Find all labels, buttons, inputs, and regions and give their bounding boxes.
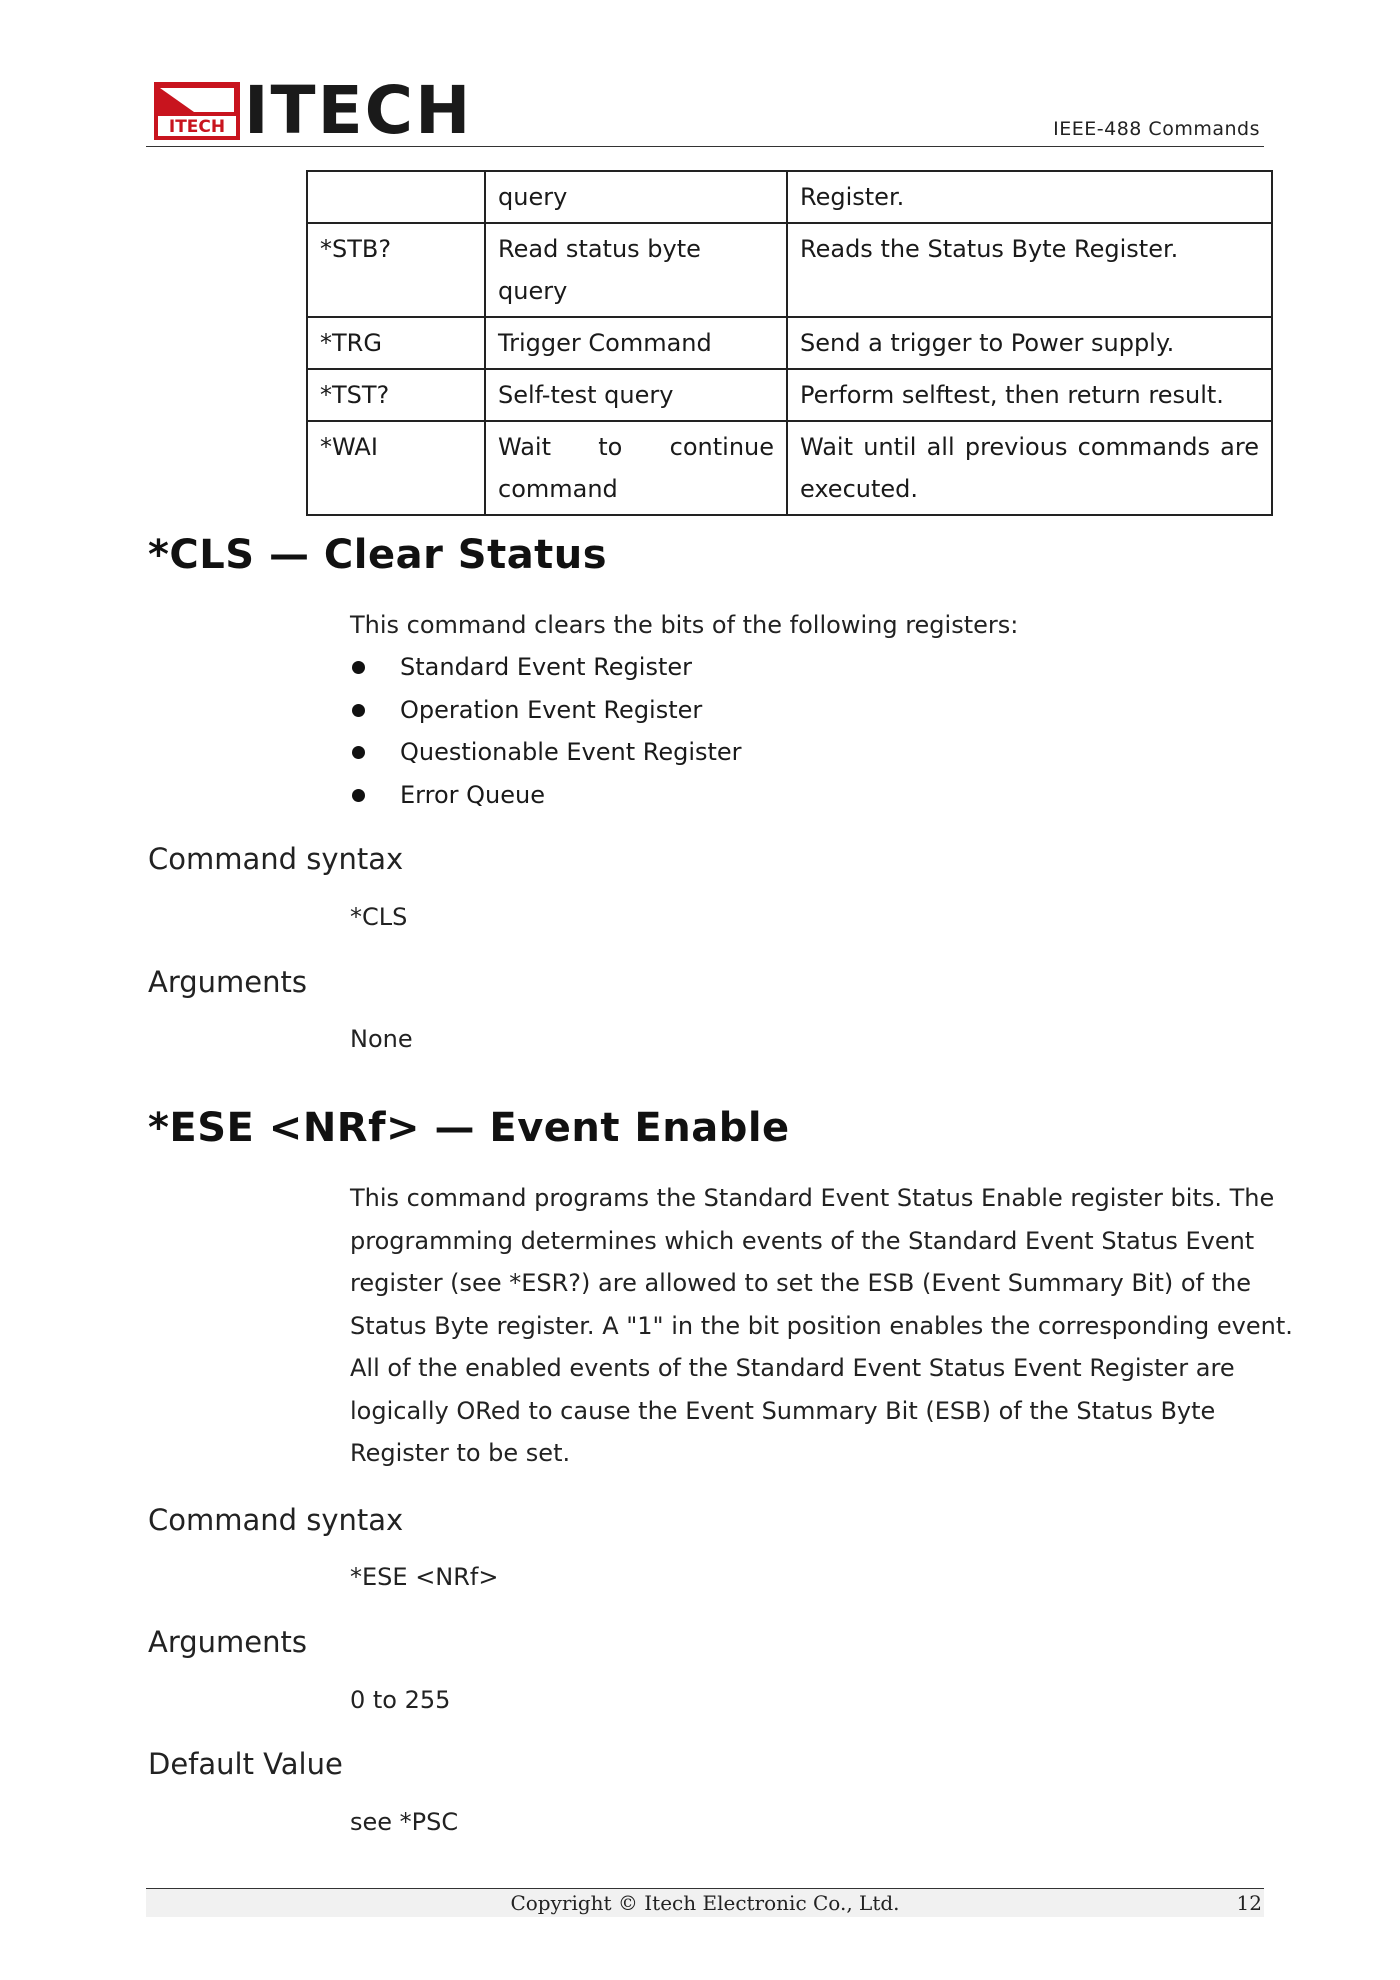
list-item-text: Questionable Event Register [400,738,742,766]
itech-logo-mark-icon [154,82,240,140]
bullet-icon [352,704,365,717]
table-row [307,421,1272,515]
cls-arguments-heading: Arguments [148,965,307,999]
list-item [350,689,742,732]
ese-description-line: Status Byte register. A "1" in the bit position enables the corresponding event. [350,1311,1293,1340]
cls-syntax: *CLS [350,903,408,931]
table-cell-detail: Reads the Status Byte Register. [787,223,1272,317]
ese-default: see *PSC [350,1808,459,1836]
list-item-text: Error Queue [400,780,545,809]
table-row [307,317,1272,369]
cls-register-list [350,646,742,816]
ese-default-heading: Default Value [148,1747,343,1781]
ese-description-line: programming determines which events of the Standard Event Status Event [350,1226,1255,1255]
ese-arguments: 0 to 255 [350,1686,451,1714]
list-item [350,731,742,774]
table-cell-description: query [485,171,787,223]
table-cell-description: Read status byte query [485,223,787,317]
table-cell-command: *TST? [307,369,485,421]
list-item-text: Standard Event Register [400,653,693,681]
ese-description-line: Register to be set. [350,1439,571,1467]
description-line: command [498,475,618,503]
table-row [307,369,1272,421]
table-cell-description [485,421,787,515]
itech-logo [154,72,473,149]
ese-description-line: This command programs the Standard Event Status Enable register bits. The [350,1184,1275,1212]
table-cell-detail: Perform selftest, then return result. [787,369,1272,421]
description-line: Wait to continue [498,433,774,461]
page-header [146,72,1264,149]
table-cell-command [307,171,485,223]
bullet-icon [352,661,365,674]
table-cell-detail [787,421,1272,515]
detail-line: executed. [800,475,919,503]
header-section-title: IEEE-488 Commands [1053,118,1260,140]
logo-wordmark: ITECH [244,72,473,149]
table-cell-detail: Register. [787,171,1272,223]
ese-description-line: All of the enabled events of the Standard Event Status Event Register are [350,1354,1235,1382]
list-item-text: Operation Event Register [400,695,703,724]
copyright-text: Copyright © Itech Electronic Co., Ltd. [510,1891,900,1915]
page-footer [146,1888,1264,1917]
ese-syntax-heading: Command syntax [148,1503,404,1537]
table-row [307,171,1272,223]
table-cell-description: Self-test query [485,369,787,421]
ese-syntax: *ESE <NRf> [350,1563,499,1591]
logo-small-text: ITECH [168,117,226,137]
ese-heading: *ESE <NRf> — Event Enable [148,1105,790,1151]
page-number: 12 [1236,1891,1262,1915]
table-cell-command: *STB? [307,223,485,317]
ese-arguments-heading: Arguments [148,1625,307,1659]
table-cell-detail: Send a trigger to Power supply. [787,317,1272,369]
list-item [350,646,742,689]
table-row [307,223,1272,317]
cls-arguments: None [350,1025,413,1053]
ese-description [350,1177,1293,1475]
bullet-icon [352,789,365,802]
table-cell-command: *WAI [307,421,485,515]
table-cell-command: *TRG [307,317,485,369]
cls-intro: This command clears the bits of the following registers: [350,611,1019,639]
bullet-icon [352,746,365,759]
list-item [350,774,742,817]
cls-syntax-heading: Command syntax [148,842,404,876]
ese-description-line: logically ORed to cause the Event Summary Bit (ESB) of the Status Byte [350,1396,1216,1425]
cls-heading: *CLS — Clear Status [148,532,608,578]
detail-line: Wait until all previous commands are [800,433,1259,461]
ese-description-line: register (see *ESR?) are allowed to set the ESB (Event Summary Bit) of the [350,1269,1252,1297]
table-cell-description: Trigger Command [485,317,787,369]
command-table [306,170,1273,516]
